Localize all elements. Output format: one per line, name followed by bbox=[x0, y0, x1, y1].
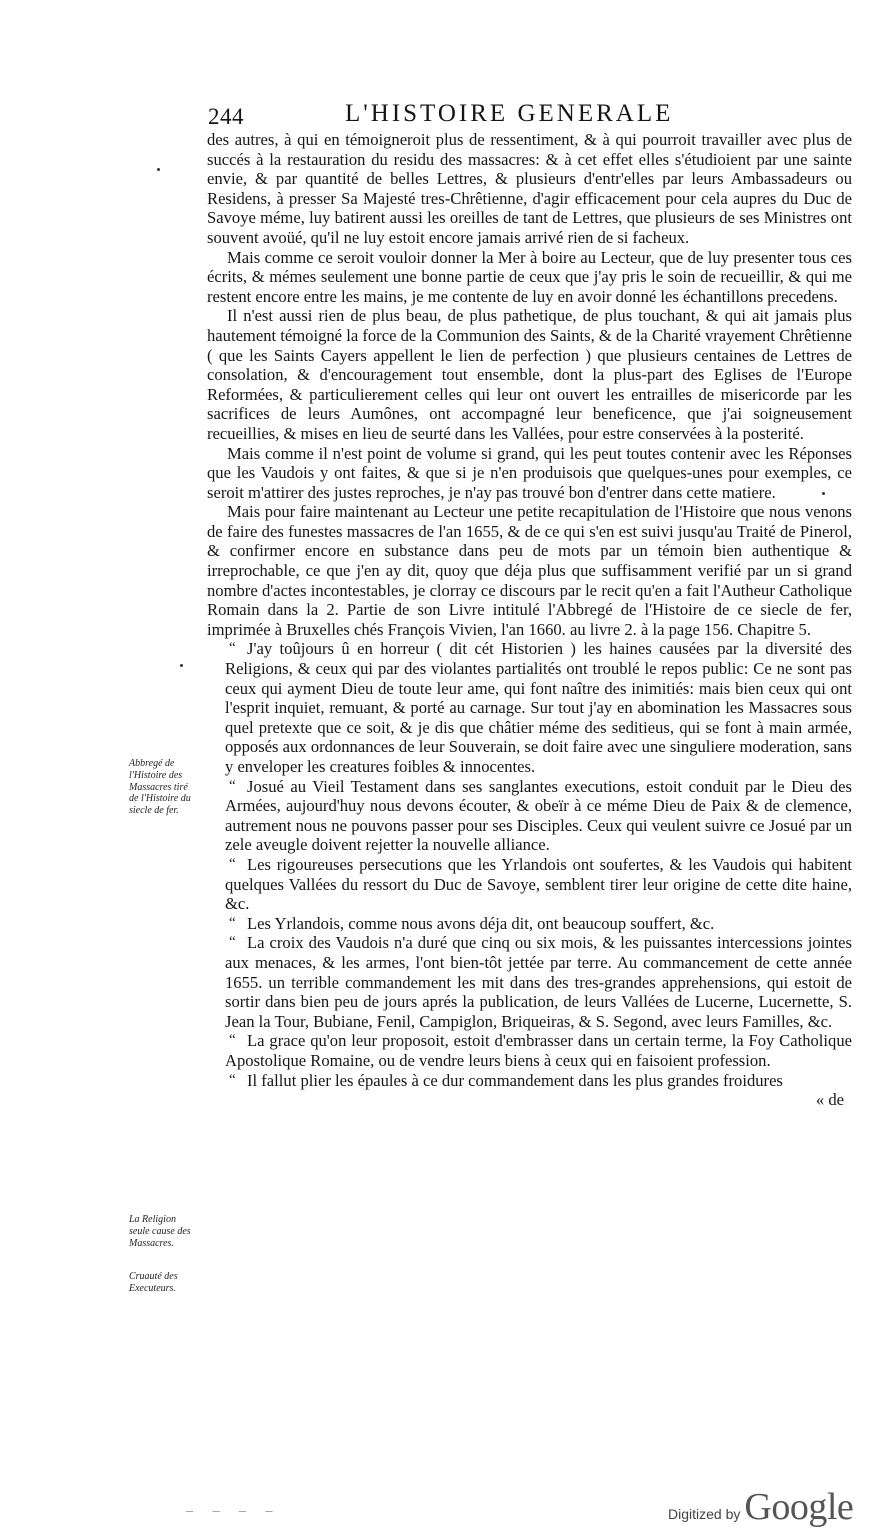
quoted-paragraph: “ Les Yrlandois, comme nous avons déja dit, ont beaucoup souffert, &c. bbox=[207, 914, 852, 934]
digitized-by-label: Digitized by bbox=[668, 1506, 741, 1522]
digitization-footer bbox=[668, 1485, 853, 1529]
google-logo: Google bbox=[744, 1486, 854, 1528]
paragraph: Mais pour faire maintenant au Lecteur une petite recapitulation de l'Histoire que nous venons de faire des funestes massacres de l'an 1655, & de ce qui s'en est suivi jusqu'au Traité de Pinerol, & confirmer encore en substance dans peu de mots par un témoin bien authentique & irreprochable, ce que j'en ay dit, quoy que déja plus que suffisamment verifié par un si grand nombre d'actes incontestables, je clorray ce discours par le recit qu'en a fait l'Autheur Catholique Romain dans la 2. Partie de son Livre intitulé l'Abbregé de l'Histoire de ce siecle de fer, imprimée à Bruxelles chés François Vivien, l'an 1660. au livre 2. à la page 156. Chapitre 5. bbox=[207, 502, 852, 639]
margin-note: La Religion seule cause des Massacres. bbox=[129, 1214, 191, 1249]
paragraph: Il n'est aussi rien de plus beau, de plus pathetique, de plus touchant, & qui ait jamais plus hautement témoigné la force de la Communion des Saints, & de la Charité vrayement Chrêtienne ( que les Saints Cayers appellent le lien de perfection ) que plusieurs centaines de Lettres de consolation, & d'encouragement tout ensemble, dont la plus-part des Eglises de l'Europe Reformées, & particulierement celles qui leur ont ouvert les entrailles de misericorde par les sacrifices de leurs Aumônes, ont accompagné leur beneficence, que j'ai soigneusement recueillies, & mises en lieu de seurté dans les Vallées, pour estre conservées à la posterité. bbox=[207, 306, 852, 443]
margin-note: Abbregé de l'Histoire des Massacres tiré de l'Histoire du siecle de fer. bbox=[129, 758, 191, 817]
quoted-paragraph: “ Il fallut plier les épaules à ce dur commandement dans les plus grandes froidures bbox=[207, 1071, 852, 1091]
quoted-paragraph: “ La grace qu'on leur proposoit, estoit d'embrasser dans un certain terme, la Foy Catholique Apostolique Romaine, ou de vendre leurs biens à ceux qui en faisoient profession. bbox=[207, 1031, 852, 1070]
paragraph: Mais comme il n'est point de volume si grand, qui les peut toutes contenir avec les Réponses que les Vaudois y ont faites, & que si je n'en produisois que quelques-unes pour exemples, ce seroit m'attirer des justes reproches, je n'ay pas trouvé bon d'entrer dans cette matiere. bbox=[207, 443, 852, 502]
quoted-paragraph: “ J'ay toûjours û en horreur ( dit cét Historien ) les haines causées par la diversité des Religions, & ceux qui par des violantes partialités ont troublé le repos public: Ce ne sont pas ceux qui ayment Dieu de toute leur ame, qui font naître des inimitiés: mais bien ceux qui ont l'esprit inquiet, remuant, & porté au carnage. Sur tout j'ay en abomination les Massacres sous quel pretexte que ce soit, & je dis que châtier méme des seditieus, qui se font à main armée, opposés aux ordonnances de leur Souverain, se doit faire avec une singuliere moderation, sans y enveloper les creatures foibles & innocentes. bbox=[207, 639, 852, 776]
quoted-paragraph: “ Josué au Vieil Testament dans ses sanglantes executions, estoit conduit par le Dieu des Armées, aujourd'huy nous devons écouter, & obeïr à ce méme Dieu de Paix & de clemence, autrement nous ne pouvons passer pour ses Disciples. Ceux qui veulent suivre ce Josué par un zele aveugle doivent rejetter la nouvelle alliance. bbox=[207, 777, 852, 855]
running-title: L'HISTOIRE GENERALE bbox=[345, 100, 674, 127]
ink-speck bbox=[180, 664, 183, 667]
quoted-paragraph: “ La croix des Vaudois n'a duré que cinq ou six mois, & les puissantes intercessions jointes aux menaces, & les armes, l'ont bien-tôt jettée par terre. Au commancement de cette année 1655. un terrible commandement les mit dans des tres-grandes apprehensions, qui estoit de sortir dans bien peu de jours aprés la publication, de leurs Vallées de Lucerne, Lucernette, S. Jean la Tour, Bubiane, Fenil, Campiglon, Briqueiras, & S. Segond, avec leurs Familles, &c. bbox=[207, 933, 852, 1031]
paragraph: des autres, à qui en témoigneroit plus de ressentiment, & à qui pourroit travailler avec plus de succés à la restauration du residu des massacres: & à cet effet elles s'étudioient par une sainte envie, & par quantité de belles Lettres, & plusieurs d'entr'elles par leurs Ambassadeurs ou Residens, à presser Sa Majesté tres-Chrêtienne, d'agir efficacement pour cela aupres du Duc de Savoye méme, luy batirent aussi les oreilles de tant de Lettres, que plusieurs de ses Ministres ont souvent avoüé, qu'il ne luy estoit encore jamais arrivé rien de si facheux. bbox=[207, 130, 852, 247]
ink-speck bbox=[822, 492, 825, 495]
margin-note: Cruauté des Executeurs. bbox=[129, 1271, 178, 1294]
page-number: 244 bbox=[208, 104, 244, 129]
ink-speck bbox=[157, 168, 160, 171]
quoted-paragraph: “ Les rigoureuses persecutions que les Yrlandois ont soufertes, & les Vaudois qui habitent quelques Vallées du ressort du Duc de Savoye, semblent tirer leur origine de cette dite haine, &c. bbox=[207, 855, 852, 914]
scan-marks: — — — — bbox=[186, 1504, 279, 1518]
paragraph: Mais comme ce seroit vouloir donner la Mer à boire au Lecteur, que de luy presenter tous ces écrits, & mémes seulement une bonne partie de ceux que j'ay pris le soin de recueillir, & qui me restent encore entre les mains, je me contente de luy en avoir donné les échantillons precedens. bbox=[207, 247, 852, 306]
catchword: « de bbox=[815, 1090, 844, 1110]
page-body bbox=[207, 130, 852, 1110]
